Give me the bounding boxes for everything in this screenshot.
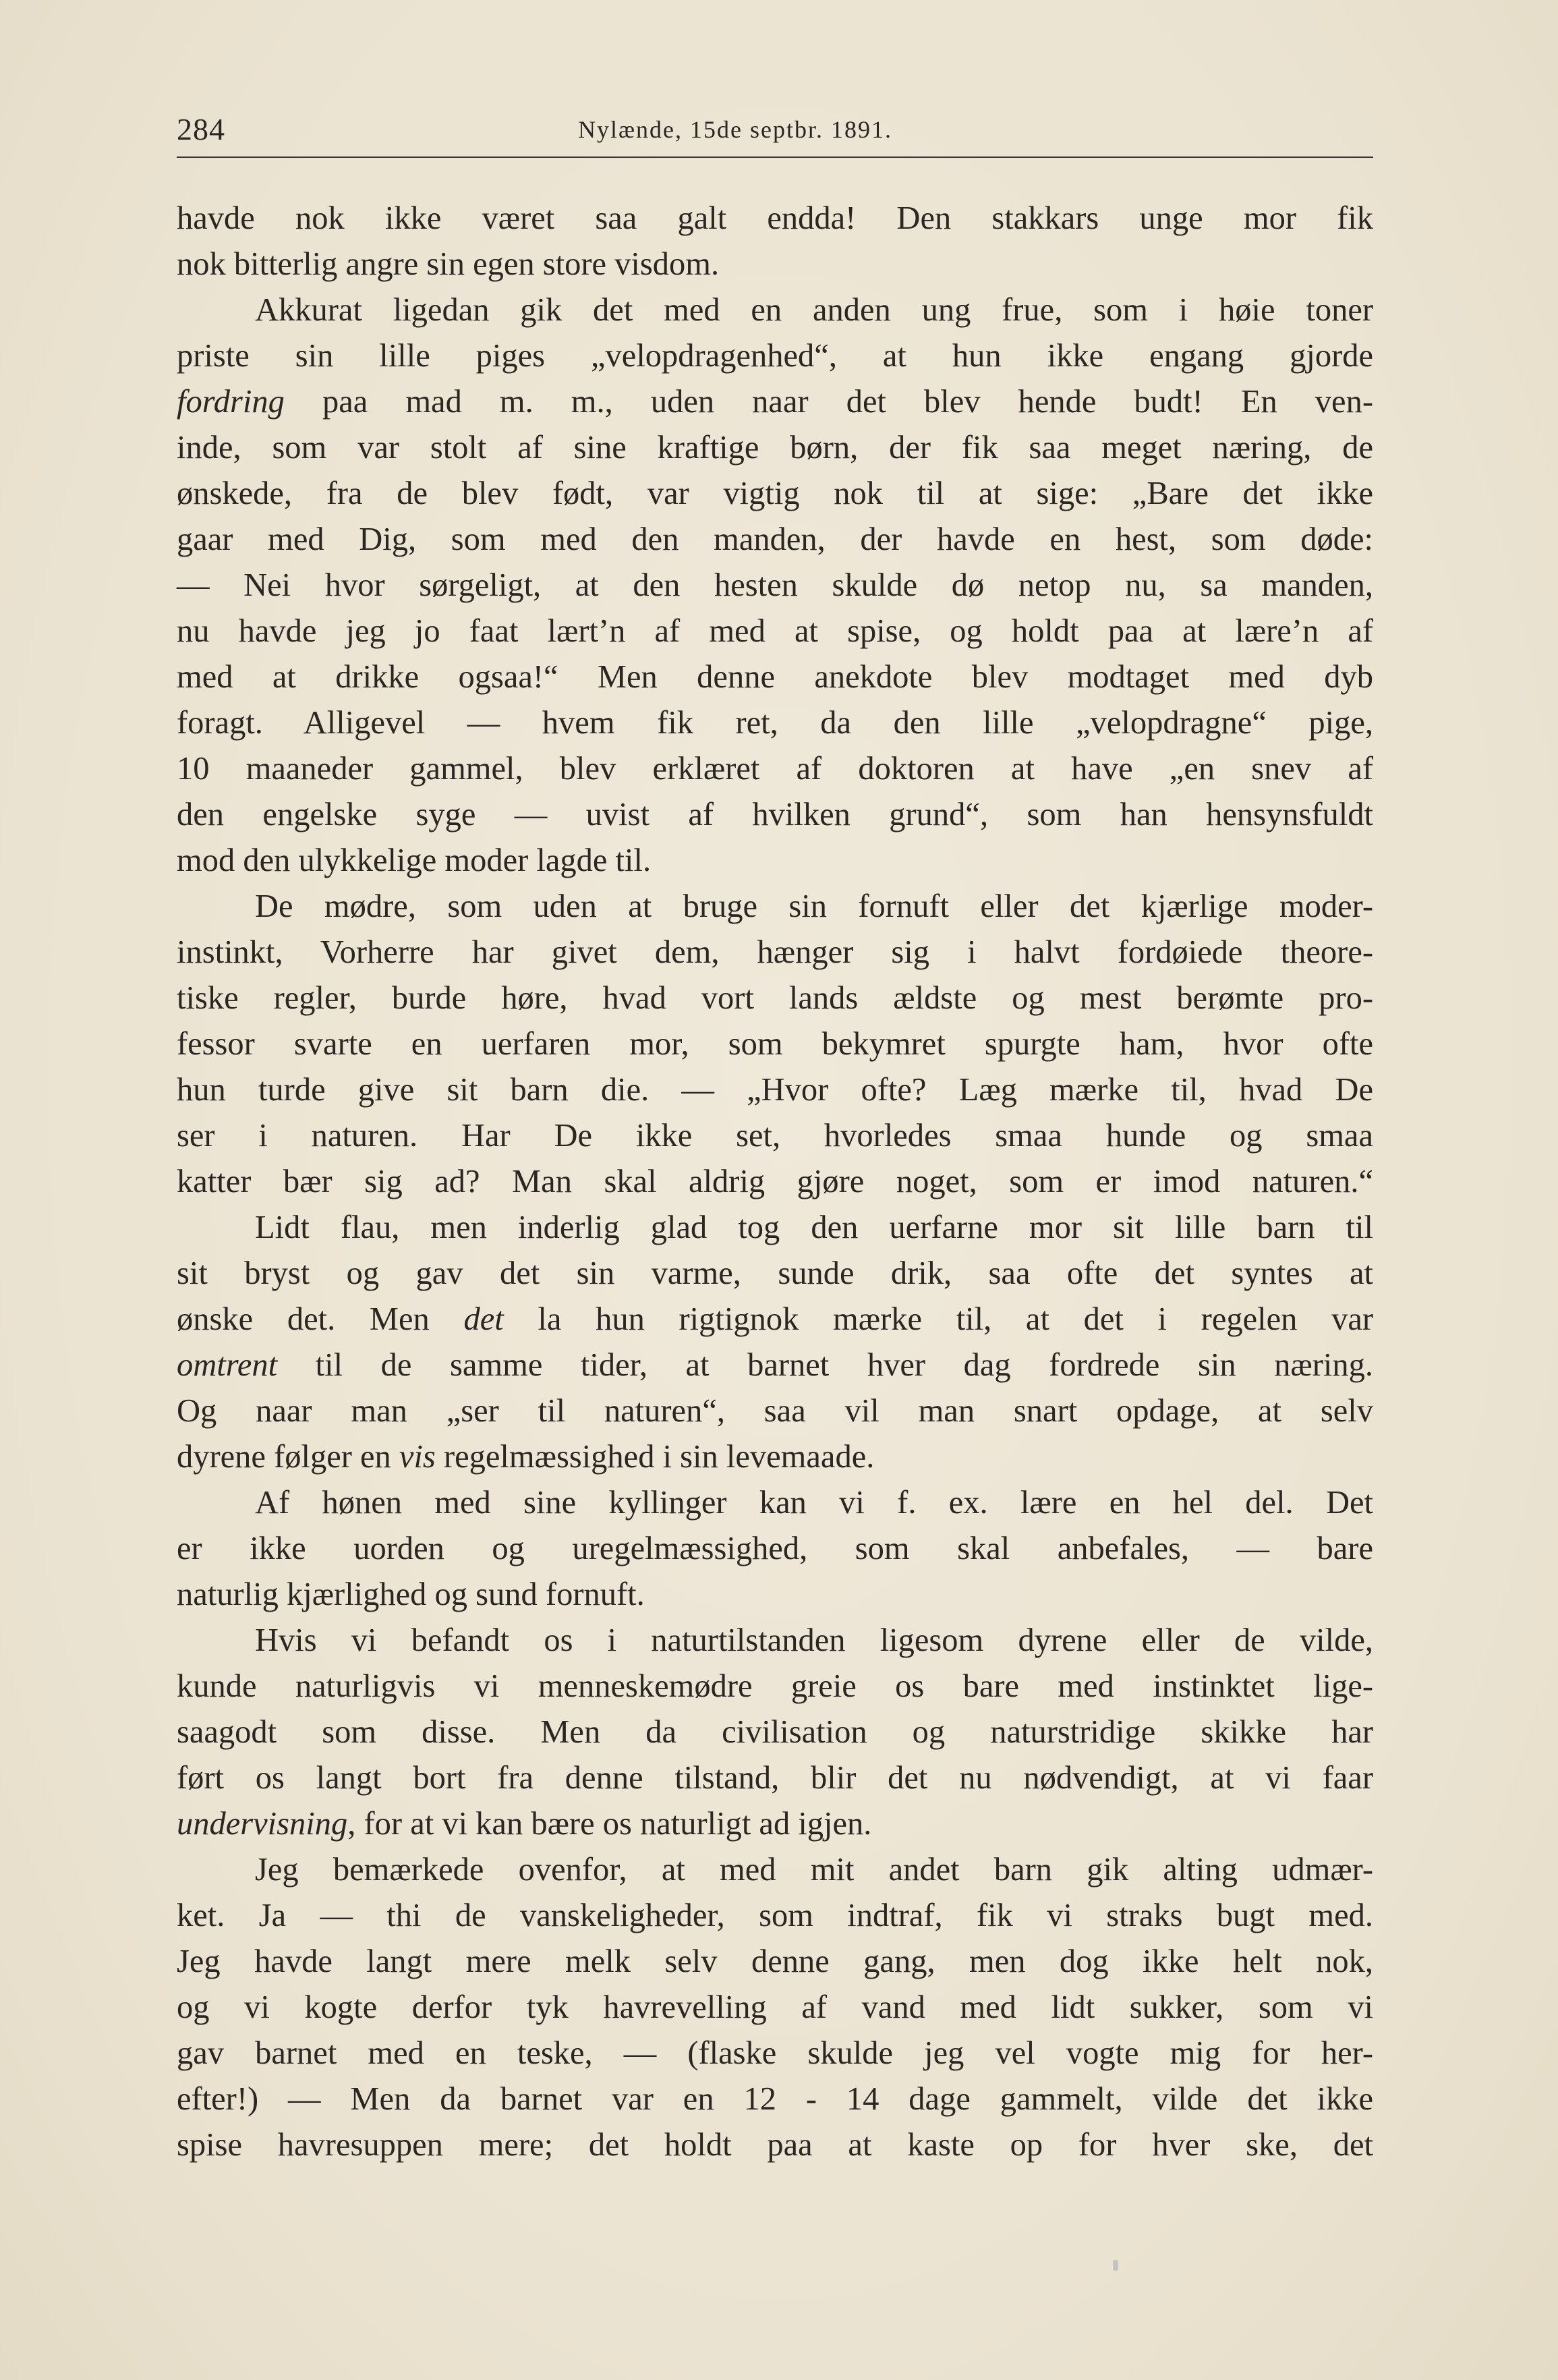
text-line: med at drikke ogsaa!“ Men denne anekdote blev modtaget med dyb [177, 659, 1373, 695]
text-line: mod den ulykkelige moder lagde til. [177, 843, 652, 878]
text-line: instinkt, Vorherre har givet dem, hænger sig i halvt fordøiede theore- [177, 934, 1373, 970]
text-line: sit bryst og gav det sin varme, sunde drik, saa ofte det syntes at [177, 1255, 1373, 1291]
text-line: katter bær sig ad? Man skal aldrig gjøre noget, som er imod naturen.“ [177, 1164, 1373, 1199]
text-line: gaar med Dig, som med den manden, der havde en hest, som døde: [177, 521, 1373, 557]
header-rule [177, 157, 1373, 158]
italic-word: omtrent [177, 1347, 278, 1383]
page-number: 284 [177, 112, 225, 146]
body-text [177, 196, 1373, 2168]
text-line: ser i naturen. Har De ikke set, hvorledes smaa hunde og smaa [177, 1118, 1373, 1154]
paper-speck [1113, 2260, 1118, 2271]
italic-word: vis [399, 1439, 436, 1475]
text-run: ønske det. Men [177, 1301, 464, 1337]
text-line: 10 maaneder gammel, blev erklæret af doktoren at have „en snev af [177, 751, 1373, 787]
text-line: De mødre, som uden at bruge sin fornuft eller det kjærlige moder- [255, 888, 1373, 924]
text-run: dyrene følger en [177, 1439, 399, 1475]
text-line [177, 1342, 1373, 1388]
text-line: efter!) — Men da barnet var en 12 - 14 dage gammelt, vilde det ikke [177, 2081, 1373, 2117]
text-line: den engelske syge — uvist af hvilken grund“, som han hensynsfuldt [177, 797, 1373, 832]
text-line: saagodt som disse. Men da civilisation og naturstridige skikke har [177, 1714, 1373, 1750]
text-line: Akkurat ligedan gik det med en anden ung frue, som i høie toner [255, 292, 1373, 328]
text-line: er ikke uorden og uregelmæssighed, som skal anbefales, — bare [177, 1531, 1373, 1566]
text-run: til de samme tider, at barnet hver dag fordrede sin næring. [277, 1347, 1373, 1383]
italic-word: undervisning [177, 1806, 348, 1842]
text-line: ønskede, fra de blev født, var vigtig nok til at sige: „Bare det ikke [177, 476, 1373, 511]
text-line [177, 1434, 1373, 1480]
text-run: paa mad m. m., uden naar det blev hende budt! En ven- [284, 384, 1373, 420]
text-line: hun turde give sit barn die. — „Hvor ofte? Læg mærke til, hvad De [177, 1072, 1373, 1108]
text-line: Jeg bemærkede ovenfor, at med mit andet barn gik alting udmær- [255, 1852, 1373, 1888]
text-run: la hun rigtignok mærke til, at det i regelen var [503, 1301, 1373, 1337]
text-line: Hvis vi befandt os i naturtilstanden ligesom dyrene eller de vilde, [255, 1622, 1373, 1658]
text-line: Lidt flau, men inderlig glad tog den uerfarne mor sit lille barn til [255, 1210, 1373, 1245]
text-line: priste sin lille piges „velopdragenhed“, at hun ikke engang gjorde [177, 338, 1373, 374]
text-line [177, 379, 1373, 425]
text-line: ket. Ja — thi de vanskeligheder, som indtraf, fik vi straks bugt med. [177, 1898, 1373, 1933]
text-line: fessor svarte en uerfaren mor, som bekymret spurgte ham, hvor ofte [177, 1026, 1373, 1062]
text-line: Og naar man „ser til naturen“, saa vil man snart opdage, at selv [177, 1393, 1373, 1429]
text-line: kunde naturligvis vi menneskemødre greie os bare med instinktet lige- [177, 1668, 1373, 1704]
text-line [177, 1801, 1373, 1847]
text-run: , for at vi kan bære os naturligt ad igjen. [347, 1806, 872, 1842]
page-header [177, 111, 1373, 152]
running-head: Nylænde, 15de septbr. 1891. [578, 116, 892, 143]
text-line: nu havde jeg jo faat lært’n af med at spise, og holdt paa at lære’n af [177, 613, 1373, 649]
text-line: nok bitterlig angre sin egen store visdom. [177, 246, 720, 282]
text-line: ført os langt bort fra denne tilstand, blir det nu nødvendigt, at vi faar [177, 1760, 1373, 1796]
text-line: havde nok ikke været saa galt endda! Den stakkars unge mor fik [177, 200, 1373, 236]
italic-word: fordring [177, 384, 285, 420]
text-line: — Nei hvor sørgeligt, at den hesten skulde dø netop nu, sa manden, [177, 567, 1373, 603]
italic-word: det [463, 1301, 504, 1337]
text-line: og vi kogte derfor tyk havrevelling af vand med lidt sukker, som vi [177, 1989, 1373, 2025]
text-line: inde, som var stolt af sine kraftige børn, der fik saa meget næring, de [177, 430, 1373, 465]
text-line: tiske regler, burde høre, hvad vort lands ældste og mest berømte pro- [177, 980, 1373, 1016]
text-line [177, 1297, 1373, 1342]
text-line: naturlig kjærlighed og sund fornuft. [177, 1577, 645, 1612]
text-line: gav barnet med en teske, — (flaske skulde jeg vel vogte mig for her- [177, 2035, 1373, 2071]
text-line: foragt. Alligevel — hvem fik ret, da den lille „velopdragne“ pige, [177, 705, 1373, 741]
text-line: Jeg havde langt mere melk selv denne gang, men dog ikke helt nok, [177, 1944, 1373, 1979]
text-line: spise havresuppen mere; det holdt paa at kaste op for hver ske, det [177, 2127, 1373, 2163]
text-run: regelmæssighed i sin levemaade. [435, 1439, 875, 1475]
text-line: Af hønen med sine kyllinger kan vi f. ex. lære en hel del. Det [255, 1485, 1373, 1521]
